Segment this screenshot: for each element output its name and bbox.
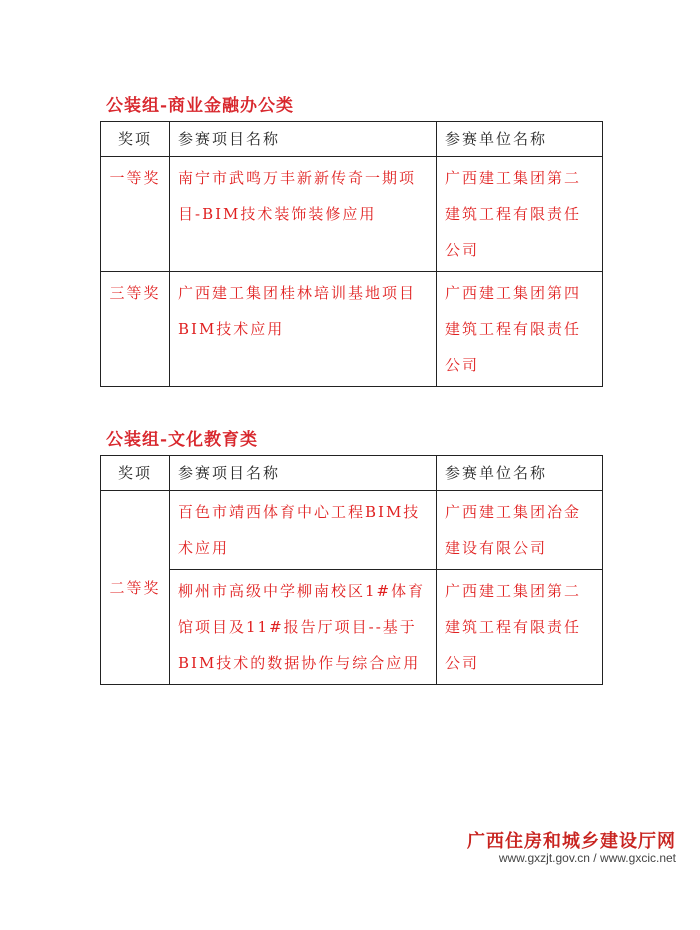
project-name-cell: 南宁市武鸣万丰新新传奇一期项目-BIM技术装饰装修应用 — [170, 157, 437, 272]
header-project-name: 参赛项目名称 — [170, 456, 437, 491]
unit-name-cell: 广西建工集团冶金建设有限公司 — [437, 491, 603, 570]
section-title-commercial: 公装组-商业金融办公类 — [106, 96, 295, 116]
award-cell: 一等奖 — [101, 157, 170, 272]
header-award: 奖项 — [101, 122, 170, 157]
table-header-row — [101, 456, 603, 491]
project-name-cell: 柳州市高级中学柳南校区1#体育馆项目及11#报告厅项目--基于BIM技术的数据协作与综合应用 — [170, 570, 437, 685]
watermark-url: www.gxzjt.gov.cn / www.gxcic.net — [498, 851, 676, 865]
table-row — [101, 272, 603, 387]
header-unit-name: 参赛单位名称 — [437, 456, 603, 491]
table-header-row — [101, 122, 603, 157]
table-row — [101, 570, 603, 685]
table-row — [101, 157, 603, 272]
project-name-cell: 广西建工集团桂林培训基地项目BIM技术应用 — [170, 272, 437, 387]
header-unit-name: 参赛单位名称 — [437, 122, 603, 157]
header-award: 奖项 — [101, 456, 170, 491]
table-row — [101, 491, 603, 570]
watermark-logo: 广西住房和城乡建设厅网 — [467, 831, 676, 852]
header-project-name: 参赛项目名称 — [170, 122, 437, 157]
awards-table-culture-education — [100, 455, 603, 685]
award-cell: 三等奖 — [101, 272, 170, 387]
unit-name-cell: 广西建工集团第二建筑工程有限责任公司 — [437, 157, 603, 272]
award-cell: 二等奖 — [101, 491, 170, 685]
project-name-cell: 百色市靖西体育中心工程BIM技术应用 — [170, 491, 437, 570]
unit-name-cell: 广西建工集团第四建筑工程有限责任公司 — [437, 272, 603, 387]
awards-table-commercial — [100, 121, 603, 387]
section-title-culture-education: 公装组-文化教育类 — [106, 430, 259, 450]
unit-name-cell: 广西建工集团第二建筑工程有限责任公司 — [437, 570, 603, 685]
